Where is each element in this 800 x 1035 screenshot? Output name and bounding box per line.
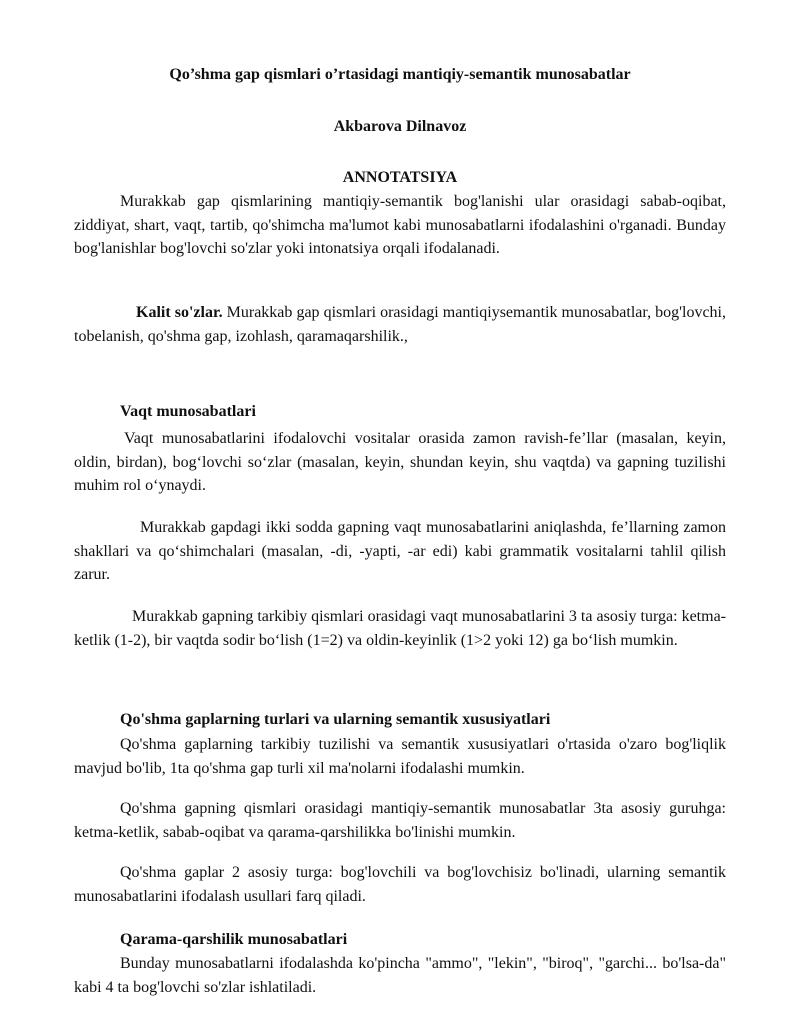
section-heading-compound-types: Qo'shma gaplarning turlari va ularning semantik xususiyatlari <box>120 711 551 728</box>
section-types-paragraph-2: Qo'shma gapning qismlari orasidagi mantiqiy-semantik munosabatlar 3ta asosiy guruhga: ketma-ketlik, sabab-oqibat va qarama-qarshilikka bo'linishi mumkin. <box>74 800 726 841</box>
keywords-text: Murakkab gap qismlari orasidagi mantiqiysemantik munosabatlar, bog'lovchi, tobelanish, qo'shma gap, izohlash, qaramaqarshilik., <box>74 304 726 345</box>
keywords-paragraph <box>74 301 726 348</box>
annotation-paragraph: Murakkab gap qismlarining mantiqiy-semantik bog'lanishi ular orasidagi sabab-oqibat, ziddiyat, shart, vaqt, tartib, qo'shimcha ma'lumot kabi munosabatlarni ifodalashini o'rganadi. Bunday bog'lanishlar bog'lovchi so'zlar yoki intonatsiya orqali ifodalanadi. <box>74 193 726 257</box>
author-name: Akbarova Dilnavoz <box>333 118 467 135</box>
section-heading-time: Vaqt munosabatlari <box>120 403 256 420</box>
section-time-paragraph-1: Vaqt munosabatlarini ifodalovchi vositalar orasida zamon ravish-fe’llar (masalan, keyin, oldin, birdan), bog‘lovchi so‘zlar (masalan, keyin, shundan keyin, shu vaqtda) va gapning tuzilishi muhim rol o‘ynaydi. <box>74 430 726 494</box>
section-types-paragraph-3: Qo'shma gaplar 2 asosiy turga: bog'lovchili va bog'lovchisiz bo'linadi, ularning semantik munosabatlarini ifodalash usullari farq qiladi. <box>74 864 726 905</box>
section-contrast-paragraph-1: Bunday munosabatlarni ifodalashda ko'pincha "ammo", "lekin", "biroq", "garchi... bo'lsa-da" kabi 4 ta bog'lovchi so'zlar ishlatiladi. <box>74 955 726 996</box>
section-heading-contrast: Qarama-qarshilik munosabatlari <box>120 931 348 948</box>
annotation-heading: ANNOTATSIYA <box>342 169 458 186</box>
section-time-paragraph-3: Murakkab gapning tarkibiy qismlari orasidagi vaqt munosabatlarini 3 ta asosiy turga: ketma-ketlik (1-2), bir vaqtda sodir bo‘lish (1=2) va oldin-keyinlik (1>2 yoki 12) ga bo‘lish mumkin. <box>74 608 726 649</box>
document-title: Qo’shma gap qismlari o’rtasidagi mantiqiy-semantik munosabatlar <box>169 66 631 83</box>
section-time-paragraph-2: Murakkab gapdagi ikki sodda gapning vaqt munosabatlarini aniqlashda, fe’llarning zamon shakllari va qo‘shimchalari (masalan, -di, -yapti, -ar edi) kabi grammatik vositalarni tahlil qilish zarur. <box>74 519 726 583</box>
keywords-label: Kalit so'zlar. <box>136 304 223 321</box>
section-types-paragraph-1: Qo'shma gaplarning tarkibiy tuzilishi va semantik xususiyatlari o'rtasida o'zaro bog'liqlik mavjud bo'lib, 1ta qo'shma gap turli xil ma'nolarni ifodalashi mumkin. <box>74 736 726 777</box>
